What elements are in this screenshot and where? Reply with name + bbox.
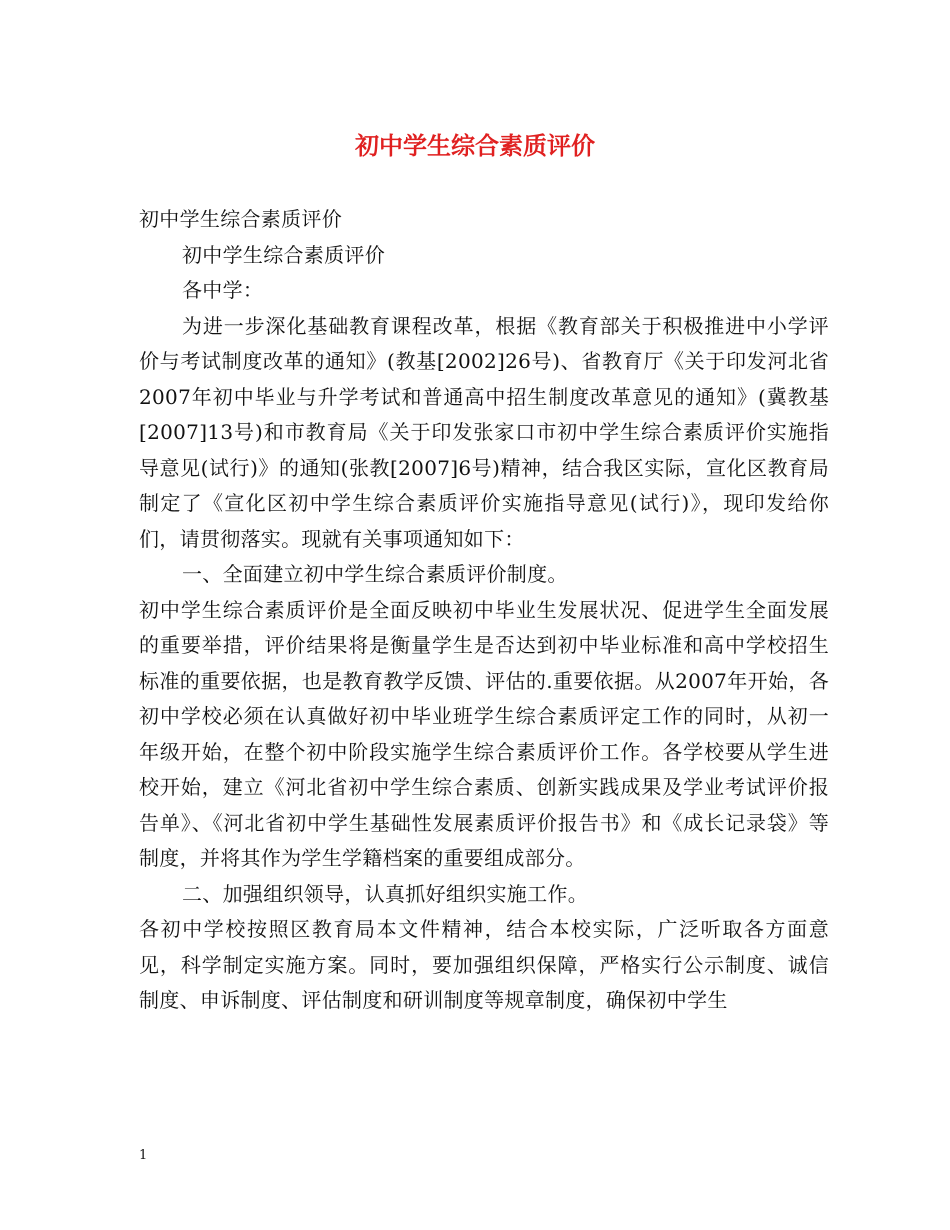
section-2-paragraph: 各初中学校按照区教育局本文件精神，结合本校实际，广泛听取各方面意见，科学制定实施方案。同时，要加强组织保障，严格实行公示制度、诚信制度、申诉制度、评估制度和研训制度等规章制度，确保初中学生 <box>139 917 829 1012</box>
subheading-line: 初中学生综合素质评价 <box>182 242 385 267</box>
intro-paragraph: 为进一步深化基础教育课程改革，根据《教育部关于积极推进中小学评价与考试制度改革的通知》(教基[2002]26号)、省教育厅《关于印发河北省2007年初中毕业与升学考试和普通高中招生制度改革意见的通知》(冀教基[2007]13号)和市教育局《关于印发张家口市初中学生综合素质评价实施指导意见(试行)》的通知(张教[2007]6号)精神，结合我区实际，宣化区教育局制定了《宣化区初中学生综合素质评价实施指导意见(试行)》，现印发给你们，请贯彻落实。现就有关事项通知如下： <box>139 313 829 551</box>
document-title: 初中学生综合素质评价 <box>355 131 595 160</box>
section-heading-1: 一、全面建立初中学生综合素质评价制度。 <box>182 562 568 586</box>
page-number: 1 <box>139 1148 148 1163</box>
section-1-paragraph: 初中学生综合素质评价是全面反映初中毕业生发展状况、促进学生全面发展的重要举措，评价结果将是衡量学生是否达到初中毕业标准和高中学校招生标准的重要依据，也是教育教学反馈、评估的.重要依据。从2007年开始，各初中学校必须在认真做好初中毕业班学生综合素质评定工作的同时，从初一年级开始，在整个初中阶段实施学生综合素质评价工作。各学校要从学生进校开始，建立《河北省初中学生综合素质、创新实践成果及学业考试评价报告单》、《河北省初中学生基础性发展素质评价报告书》和《成长记录袋》等制度，并将其作为学生学籍档案的重要组成部分。 <box>139 597 829 870</box>
salutation: 各中学： <box>182 278 264 302</box>
document-body <box>139 202 829 1019</box>
section-heading-2: 二、加强组织领导，认真抓好组织实施工作。 <box>182 881 588 906</box>
heading-line: 初中学生综合素质评价 <box>139 207 342 231</box>
